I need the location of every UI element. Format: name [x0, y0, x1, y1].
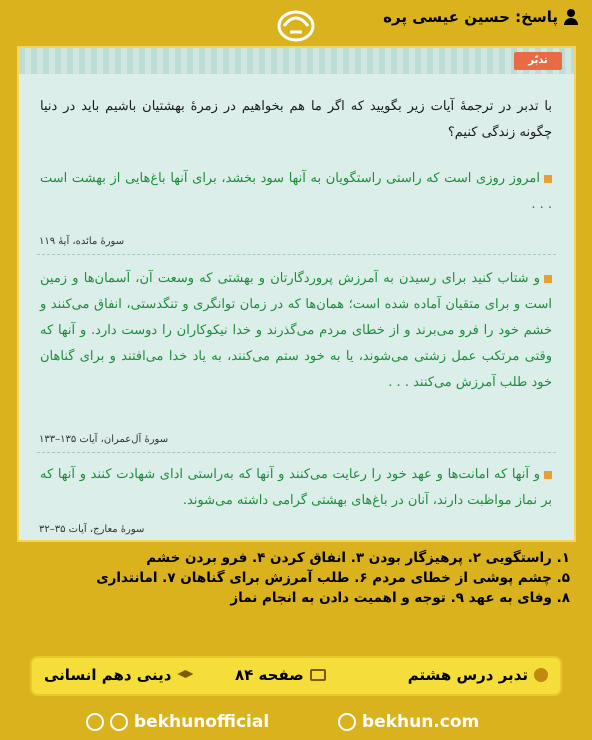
social-text: bekhunofficial — [134, 712, 270, 732]
answer-line-3: ۸. وفای به عهد ۹. توجه و اهمیت دادن به انجام نماز — [230, 590, 570, 606]
graduation-cap-icon — [177, 670, 193, 680]
answer-list — [30, 548, 570, 608]
book-text: دینی دهم انسانی — [44, 666, 172, 684]
website-link[interactable] — [338, 712, 479, 732]
bullet-square-icon — [544, 471, 552, 479]
verse-1-reference: سورهٔ مائده، آیهٔ ۱۱۹ — [39, 236, 125, 247]
verse-2-text: و شتاب کنید برای رسیدن به آمرزش پروردگارتان و بهشتی که وسعت آن، آسمان‌ها و زمین است و برای متقیان آماده شده است؛ همان‌ها که در زمان توانگری و تنگدستی، انفاق می‌کنند و خشم خود را فرو می‌برند و از خطای مردم می‌گذرند و خدا نیکوکاران را دوست دارد. و آنها که وقتی مرتکب عمل زشتی می‌شوند، یا به خود ستم می‌کنند، به یاد خدا می‌افتند و برای گناهان خود طلب آمرزش می‌کنند . . . — [40, 271, 552, 390]
verse-1-text: امروز روزی است که راستی راستگویان به آنها سود بخشد، برای آنها باغ‌هایی از بهشت است . . . — [40, 171, 552, 212]
divider — [37, 452, 556, 453]
website-text: bekhun.com — [362, 712, 480, 732]
person-icon — [534, 668, 548, 682]
footer — [0, 704, 592, 740]
globe-icon — [338, 713, 356, 731]
lesson-label — [408, 666, 548, 684]
book-label — [44, 666, 193, 684]
bullet-square-icon — [544, 175, 552, 183]
lesson-info-bar — [30, 656, 562, 696]
top-bar — [0, 0, 592, 44]
verse-2 — [40, 266, 552, 396]
divider — [37, 254, 556, 255]
section-tag: تدبّر — [514, 52, 562, 70]
tadabbor-card — [17, 46, 576, 542]
page-text: صفحه ۸۴ — [235, 666, 304, 684]
book-icon — [310, 669, 326, 681]
page-label — [235, 666, 326, 684]
answer-line-2: ۵. چشم پوشی از خطای مردم ۶. طلب آمرزش برای گناهان ۷. امانتداری — [96, 570, 570, 586]
card-header-pattern — [19, 48, 574, 74]
question-text: با تدبر در ترجمهٔ آیات زیر بگویید که اگر ما هم بخواهیم در زمرهٔ بهشتیان باشیم باید در دنیا چگونه زندگی کنیم؟ — [40, 99, 552, 140]
answer-line-1: ۱. راستگویی ۲. پرهیزگار بودن ۳. انفاق کردن ۴. فرو بردن خشم — [146, 550, 570, 566]
lesson-text: تدبر درس هشتم — [407, 666, 528, 684]
answer-author — [383, 8, 578, 26]
verse-3-reference: سورهٔ معارج، آیات ۳۵–۳۲ — [39, 524, 145, 535]
telegram-icon — [86, 713, 104, 731]
bekhun-logo-icon — [272, 2, 320, 46]
user-icon — [564, 9, 578, 25]
bullet-square-icon — [544, 275, 552, 283]
instagram-icon — [110, 713, 128, 731]
verse-3 — [40, 462, 552, 514]
answer-label: پاسخ: حسین عیسی پره — [383, 8, 558, 26]
verse-1 — [40, 166, 552, 218]
social-handle[interactable] — [86, 712, 269, 732]
verse-3-text: و آنها که امانت‌ها و عهد خود را رعایت می‌کنند و آنها که به‌راستی ادای شهادت کنند و آنها که بر نماز مواظبت دارند، آنان در باغ‌های بهشتی گرامی داشته می‌شوند. — [40, 467, 552, 508]
verse-2-reference: سورهٔ آل‌عمران، آیات ۱۳۵–۱۳۳ — [39, 434, 169, 445]
